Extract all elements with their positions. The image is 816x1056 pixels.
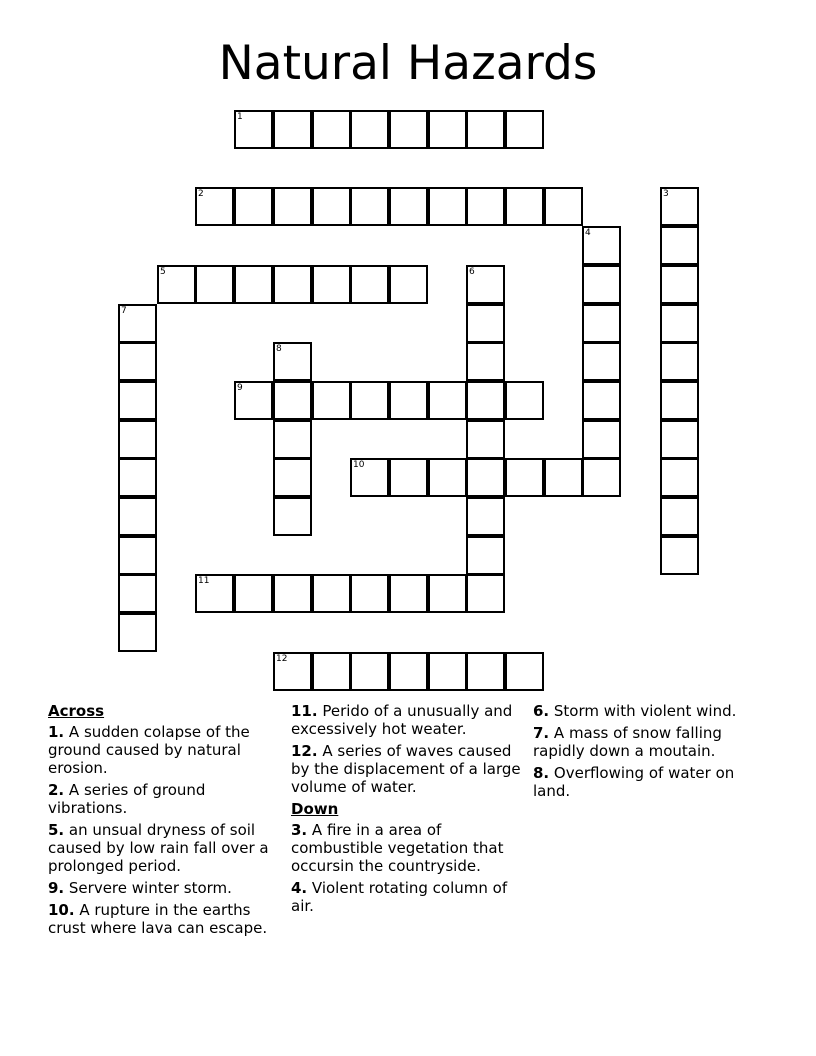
grid-cell[interactable] <box>312 574 351 613</box>
cell-number: 12 <box>276 654 288 664</box>
grid-cell[interactable] <box>466 458 505 497</box>
clue-number: 9. <box>48 879 65 897</box>
grid-cell[interactable] <box>389 574 428 613</box>
cell-number: 4 <box>585 228 591 238</box>
grid-cell[interactable] <box>118 342 157 381</box>
grid-cell[interactable] <box>195 187 234 226</box>
clue-text: Overflowing of water on land. <box>533 764 735 800</box>
cell-number: 10 <box>353 460 365 470</box>
grid-cell[interactable] <box>118 304 157 343</box>
clue-number: 2. <box>48 781 65 799</box>
cell-number: 5 <box>160 267 166 277</box>
grid-cell[interactable] <box>466 652 505 691</box>
grid-cell[interactable] <box>660 304 699 343</box>
clue-text: A rupture in the earths crust where lava can escape. <box>48 901 268 937</box>
grid-cell[interactable] <box>157 265 196 304</box>
grid-cell[interactable] <box>428 458 467 497</box>
clue-text: an unsual dryness of soil caused by low rain fall over a prolonged period. <box>48 821 269 875</box>
grid-cell[interactable] <box>660 226 699 265</box>
grid-cell[interactable] <box>505 110 544 149</box>
clue-across-5 <box>48 821 283 875</box>
grid-cell[interactable] <box>273 342 312 381</box>
grid-cell[interactable] <box>660 536 699 575</box>
clue-across-1 <box>48 723 283 777</box>
grid-cell[interactable] <box>350 110 389 149</box>
clue-number: 11. <box>291 702 318 720</box>
clue-text: Perido of a unusually and excessively hot weater. <box>291 702 513 738</box>
grid-cell[interactable] <box>466 574 505 613</box>
grid-cell[interactable] <box>505 652 544 691</box>
clue-across-9 <box>48 879 283 897</box>
cell-number: 3 <box>663 189 669 199</box>
grid-cell[interactable] <box>428 381 467 420</box>
grid-cell[interactable] <box>195 574 234 613</box>
grid-cell[interactable] <box>466 187 505 226</box>
grid-cell[interactable] <box>273 381 312 420</box>
grid-cell[interactable] <box>118 613 157 652</box>
grid-cell[interactable] <box>350 187 389 226</box>
grid-cell[interactable] <box>466 265 505 304</box>
across-heading: Across <box>48 702 105 720</box>
grid-cell[interactable] <box>660 381 699 420</box>
clues-column-3 <box>533 702 768 804</box>
down-heading: Down <box>291 800 339 818</box>
grid-cell[interactable] <box>389 458 428 497</box>
clue-across-11 <box>291 702 531 738</box>
grid-cell[interactable] <box>544 187 583 226</box>
clue-text: A series of waves caused by the displacement of a large volume of water. <box>291 742 521 796</box>
grid-cell[interactable] <box>234 265 273 304</box>
clue-text: A sudden colapse of the ground caused by natural erosion. <box>48 723 250 777</box>
clue-number: 5. <box>48 821 65 839</box>
grid-cell[interactable] <box>273 458 312 497</box>
grid-cell[interactable] <box>273 574 312 613</box>
grid-cell[interactable] <box>466 536 505 575</box>
cell-number: 6 <box>469 267 475 277</box>
cell-number: 2 <box>198 189 204 199</box>
clue-text: Violent rotating column of air. <box>291 879 508 915</box>
grid-cell[interactable] <box>118 536 157 575</box>
grid-cell[interactable] <box>466 420 505 459</box>
clue-down-7 <box>533 724 768 760</box>
clue-number: 7. <box>533 724 550 742</box>
grid-cell[interactable] <box>660 342 699 381</box>
clue-text: A fire in a area of combustible vegetation that occursin the countryside. <box>291 821 504 875</box>
clue-text: A series of ground vibrations. <box>48 781 206 817</box>
clue-down-3 <box>291 821 531 875</box>
grid-cell[interactable] <box>389 187 428 226</box>
grid-cell[interactable] <box>428 574 467 613</box>
grid-cell[interactable] <box>660 265 699 304</box>
clue-number: 10. <box>48 901 75 919</box>
grid-cell[interactable] <box>312 381 351 420</box>
grid-cell[interactable] <box>195 265 234 304</box>
grid-cell[interactable] <box>505 381 544 420</box>
clue-across-2 <box>48 781 283 817</box>
grid-cell[interactable] <box>582 381 621 420</box>
grid-cell[interactable] <box>118 497 157 536</box>
grid-cell[interactable] <box>273 187 312 226</box>
grid-cell[interactable] <box>234 381 273 420</box>
clue-down-6 <box>533 702 768 720</box>
grid-cell[interactable] <box>350 265 389 304</box>
grid-cell[interactable] <box>466 342 505 381</box>
clue-text: Servere winter storm. <box>64 879 232 897</box>
grid-cell[interactable] <box>312 110 351 149</box>
clue-number: 4. <box>291 879 308 897</box>
grid-cell[interactable] <box>466 110 505 149</box>
clue-across-12 <box>291 742 531 796</box>
grid-cell[interactable] <box>660 497 699 536</box>
puzzle-title: Natural Hazards <box>218 36 598 91</box>
cell-number: 1 <box>237 112 243 122</box>
grid-cell[interactable] <box>234 110 273 149</box>
grid-cell[interactable] <box>350 652 389 691</box>
grid-cell[interactable] <box>312 652 351 691</box>
grid-cell[interactable] <box>118 381 157 420</box>
grid-cell[interactable] <box>466 304 505 343</box>
cell-number: 11 <box>198 576 210 586</box>
cell-number: 7 <box>121 306 127 316</box>
grid-cell[interactable] <box>234 187 273 226</box>
grid-cell[interactable] <box>273 497 312 536</box>
clue-number: 1. <box>48 723 65 741</box>
grid-cell[interactable] <box>428 110 467 149</box>
clue-down-4 <box>291 879 531 915</box>
grid-cell[interactable] <box>505 458 544 497</box>
grid-cell[interactable] <box>544 458 583 497</box>
grid-cell[interactable] <box>389 265 428 304</box>
grid-cell[interactable] <box>273 265 312 304</box>
grid-cell[interactable] <box>273 652 312 691</box>
grid-cell[interactable] <box>273 420 312 459</box>
grid-cell[interactable] <box>389 652 428 691</box>
clue-number: 6. <box>533 702 550 720</box>
grid-cell[interactable] <box>660 420 699 459</box>
grid-cell[interactable] <box>582 342 621 381</box>
grid-cell[interactable] <box>466 497 505 536</box>
grid-cell[interactable] <box>118 458 157 497</box>
grid-cell[interactable] <box>582 226 621 265</box>
grid-cell[interactable] <box>118 420 157 459</box>
clue-number: 12. <box>291 742 318 760</box>
clue-number: 8. <box>533 764 550 782</box>
clue-text: A mass of snow falling rapidly down a moutain. <box>533 724 722 760</box>
grid-cell[interactable] <box>350 381 389 420</box>
cell-number: 9 <box>237 383 243 393</box>
grid-cell[interactable] <box>582 458 621 497</box>
grid-cell[interactable] <box>118 574 157 613</box>
grid-cell[interactable] <box>234 574 273 613</box>
clue-down-8 <box>533 764 768 800</box>
clues-column-2 <box>291 702 531 919</box>
clue-text: Storm with violent wind. <box>549 702 737 720</box>
grid-cell[interactable] <box>350 574 389 613</box>
grid-cell[interactable] <box>389 381 428 420</box>
grid-cell[interactable] <box>350 458 389 497</box>
grid-cell[interactable] <box>428 187 467 226</box>
grid-cell[interactable] <box>582 304 621 343</box>
clues-column-1 <box>48 702 283 941</box>
grid-cell[interactable] <box>428 652 467 691</box>
clue-across-10 <box>48 901 283 937</box>
grid-cell[interactable] <box>660 458 699 497</box>
grid-cell[interactable] <box>660 187 699 226</box>
grid-cell[interactable] <box>389 110 428 149</box>
clue-number: 3. <box>291 821 308 839</box>
cell-number: 8 <box>276 344 282 354</box>
grid-cell[interactable] <box>312 265 351 304</box>
grid-cell[interactable] <box>312 187 351 226</box>
grid-cell[interactable] <box>466 381 505 420</box>
grid-cell[interactable] <box>582 420 621 459</box>
grid-cell[interactable] <box>505 187 544 226</box>
grid-cell[interactable] <box>273 110 312 149</box>
grid-cell[interactable] <box>582 265 621 304</box>
